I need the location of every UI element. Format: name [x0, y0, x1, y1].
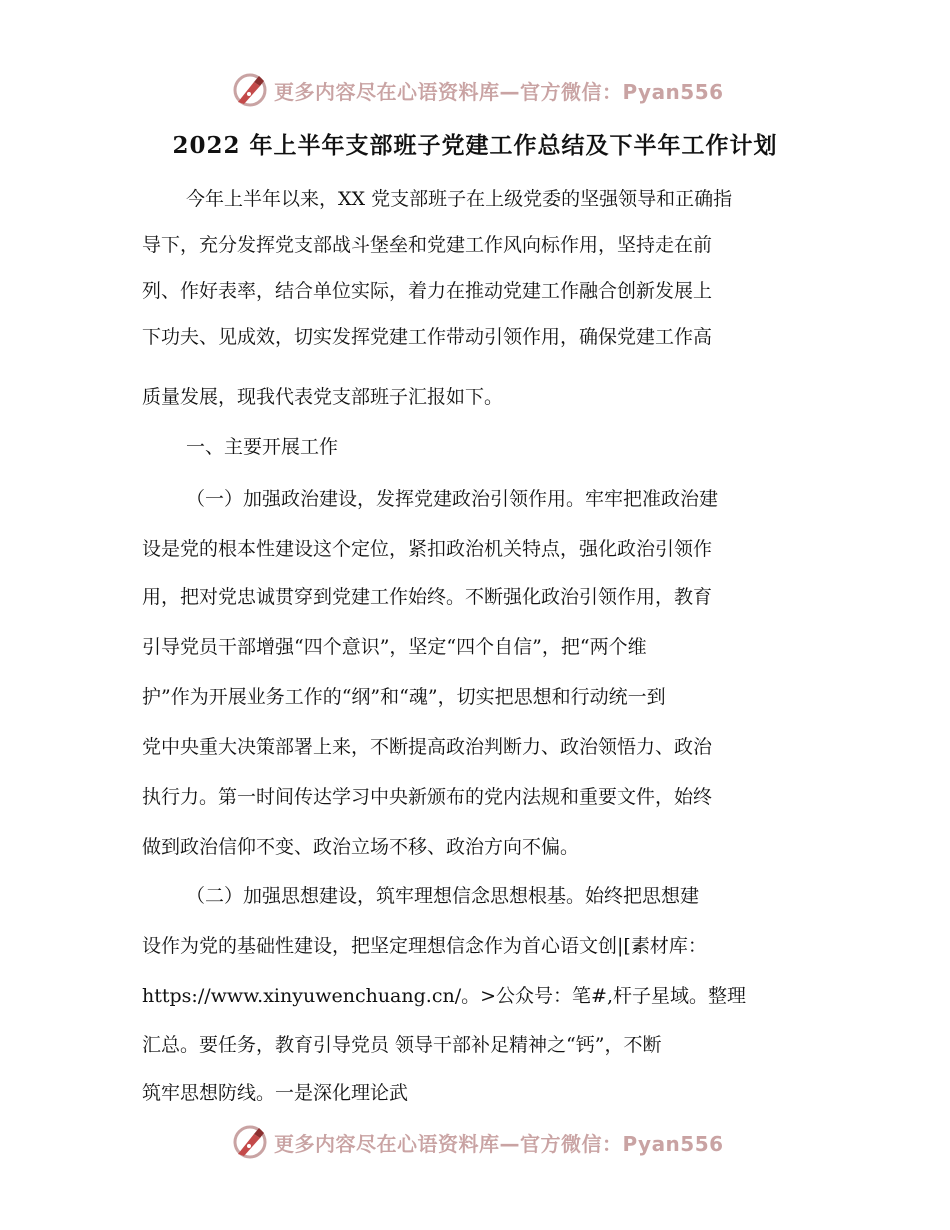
body-line: 设是党的根本性建设这个定位，紧扣政治机关特点，强化政治引领作: [142, 538, 713, 560]
body-line: 导下，充分发挥党支部战斗堡垒和党建工作风向标作用，坚持走在前: [142, 234, 713, 256]
body-line: 执行力。第一时间传达学习中央新颁布的党内法规和重要文件，始终: [142, 786, 713, 808]
body-line: （一）加强政治建设，发挥党建政治引领作用。牢牢把准政治建: [186, 488, 719, 510]
document-title: 2022 年上半年支部班子党建工作总结及下半年工作计划: [172, 132, 778, 159]
body-line: 列、作好表率，结合单位实际，着力在推动党建工作融合创新发展上: [142, 280, 713, 302]
body-line: （二）加强思想建设，筑牢理想信念思想根基。始终把思想建: [186, 885, 700, 907]
body-line: 筑牢思想防线。一是深化理论武: [142, 1082, 409, 1104]
body-line: 护”作为开展业务工作的“纲”和“魂”，切实把思想和行动统一到: [142, 686, 666, 708]
body-line: 下功夫、见成效，切实发挥党建工作带动引领作用，确保党建工作高: [142, 326, 713, 348]
body-line: 汇总。要任务，教育引导党员 领导干部补足精神之“钙”，不断: [142, 1034, 662, 1056]
body-line: 设作为党的基础性建设，把坚定理想信念作为首心语文创|[素材库：: [142, 935, 707, 957]
body-line: 党中央重大决策部署上来，不断提高政治判断力、政治领悟力、政治: [142, 736, 713, 758]
body-line: 用，把对党忠诚贯穿到党建工作始终。不断强化政治引领作用，教育: [142, 586, 713, 608]
header-watermark-banner: [0, 68, 950, 112]
footer-watermark-banner: [0, 1120, 950, 1164]
body-line: 今年上半年以来，XX 党支部班子在上级党委的坚强领导和正确指: [186, 188, 733, 210]
body-line: 质量发展，现我代表党支部班子汇报如下。: [142, 386, 504, 408]
pen-nib-logo-icon: [230, 70, 270, 110]
body-line-url: https://www.xinyuwenchuang.cn/。>公众号：笔#,杆子星域。整理: [142, 985, 746, 1007]
footer-banner-text: 更多内容尽在心语资料库—官方微信：Pyan556: [274, 1132, 724, 1156]
pen-nib-logo-icon: [230, 1122, 270, 1162]
body-line: 做到政治信仰不变、政治立场不移、政治方向不偏。: [142, 836, 580, 858]
header-banner-text: 更多内容尽在心语资料库—官方微信：Pyan556: [274, 80, 724, 104]
body-line: 引导党员干部增强“四个意识”，坚定“四个自信”，把“两个维: [142, 636, 647, 658]
section-heading: 一、主要开展工作: [186, 436, 339, 458]
